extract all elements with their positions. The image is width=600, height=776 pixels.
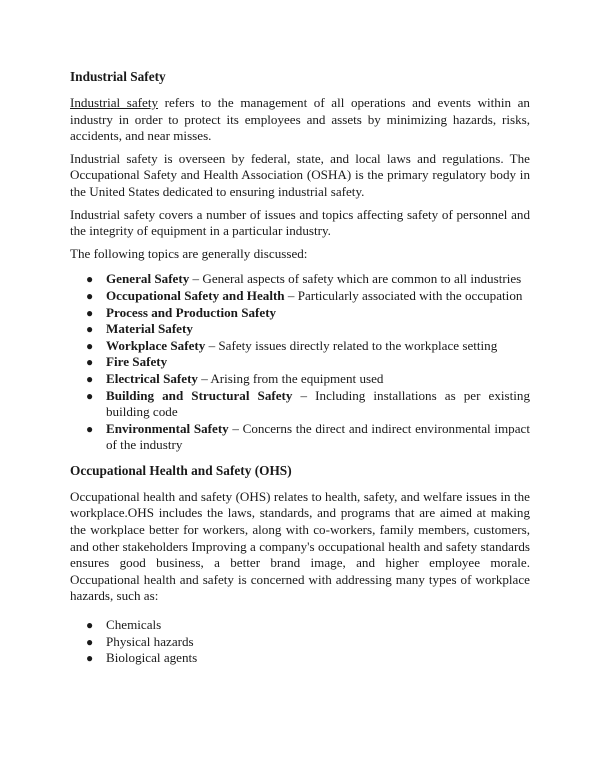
bullet-icon: ●	[86, 651, 94, 666]
list-item	[86, 271, 530, 288]
topic-term: Workplace Safety	[106, 337, 206, 353]
hazard-label: Chemicals	[106, 617, 162, 633]
list-item	[86, 633, 530, 651]
intro-paragraph	[70, 95, 530, 145]
intro-text: refers to the management of all operations and events within an industry in order to protect its employees and assets by minimizing hazards, risks, accidents, and near misses.	[70, 95, 530, 144]
topic-term: Occupational Safety and Health	[106, 287, 285, 303]
coverage-paragraph: Industrial safety covers a number of issues and topics affecting safety of personnel and the integrity of equipment in a particular industry.	[70, 206, 530, 239]
topic-term: Fire Safety	[106, 354, 168, 370]
hazard-label: Biological agents	[106, 650, 198, 666]
list-item	[86, 650, 530, 667]
page-title: Industrial Safety	[70, 69, 166, 84]
topic-term: Electrical Safety	[106, 370, 198, 386]
topic-term: Environmental Safety	[106, 420, 229, 436]
topic-desc: – Concerns the direct and indirect environmental impact of the industry	[106, 420, 530, 453]
industrial-safety-link[interactable]: Industrial safety	[70, 95, 159, 110]
topic-desc: – Particularly associated with the occupation	[284, 287, 523, 303]
topic-desc: – Including installations as per existing building code	[106, 387, 530, 420]
topic-desc: – Arising from the equipment used	[197, 370, 384, 386]
topic-term: Material Safety	[106, 321, 193, 337]
list-item	[86, 387, 530, 421]
hazards-list	[70, 617, 530, 667]
bullet-icon: ●	[86, 371, 94, 386]
bullet-icon: ●	[86, 421, 94, 436]
topic-term: General Safety	[106, 271, 190, 287]
list-item	[86, 617, 530, 634]
topic-term: Process and Production Safety	[106, 304, 277, 320]
list-item	[86, 304, 530, 322]
list-item	[86, 354, 530, 371]
bullet-icon: ●	[86, 322, 94, 337]
list-item	[86, 287, 530, 305]
bullet-icon: ●	[86, 355, 94, 370]
oversight-paragraph: Industrial safety is overseen by federal, state, and local laws and regulations. The Occupational Safety and Health Association (OSHA) is the primary regulatory body in the United States dedicated to ensuring industrial safety.	[70, 150, 530, 199]
bullet-icon: ●	[86, 305, 94, 320]
list-item	[86, 337, 530, 355]
topic-term: Building and Structural Safety	[106, 387, 293, 403]
list-item	[86, 420, 530, 454]
bullet-icon: ●	[86, 388, 94, 403]
list-item	[86, 321, 530, 338]
ohs-paragraph: Occupational health and safety (OHS) relates to health, safety, and welfare issues in the workplace.OHS includes the laws, standards, and programs that are aimed at making the workplace better for workers, along with co-workers, family members, customers, and other stakeholders Improving a company's occupational health and safety standards ensures good business, a better brand image, and higher employee morale. Occupational health and safety is concerned with addressing many types of workplace hazards, such as:	[70, 488, 530, 604]
list-item	[86, 370, 530, 388]
document-page	[70, 68, 530, 675]
bullet-icon: ●	[86, 618, 94, 633]
ohs-section-title: Occupational Health and Safety (OHS)	[70, 462, 292, 478]
topic-desc: – General aspects of safety which are common to all industries	[189, 271, 522, 287]
bullet-icon: ●	[86, 634, 94, 649]
bullet-icon: ●	[86, 288, 94, 303]
bullet-icon: ●	[86, 272, 94, 287]
topics-lead-paragraph: The following topics are generally discussed:	[70, 245, 308, 261]
topic-desc: – Safety issues directly related to the workplace setting	[205, 337, 498, 353]
topics-list	[70, 271, 530, 454]
bullet-icon: ●	[86, 338, 94, 353]
hazard-label: Physical hazards	[106, 633, 194, 649]
